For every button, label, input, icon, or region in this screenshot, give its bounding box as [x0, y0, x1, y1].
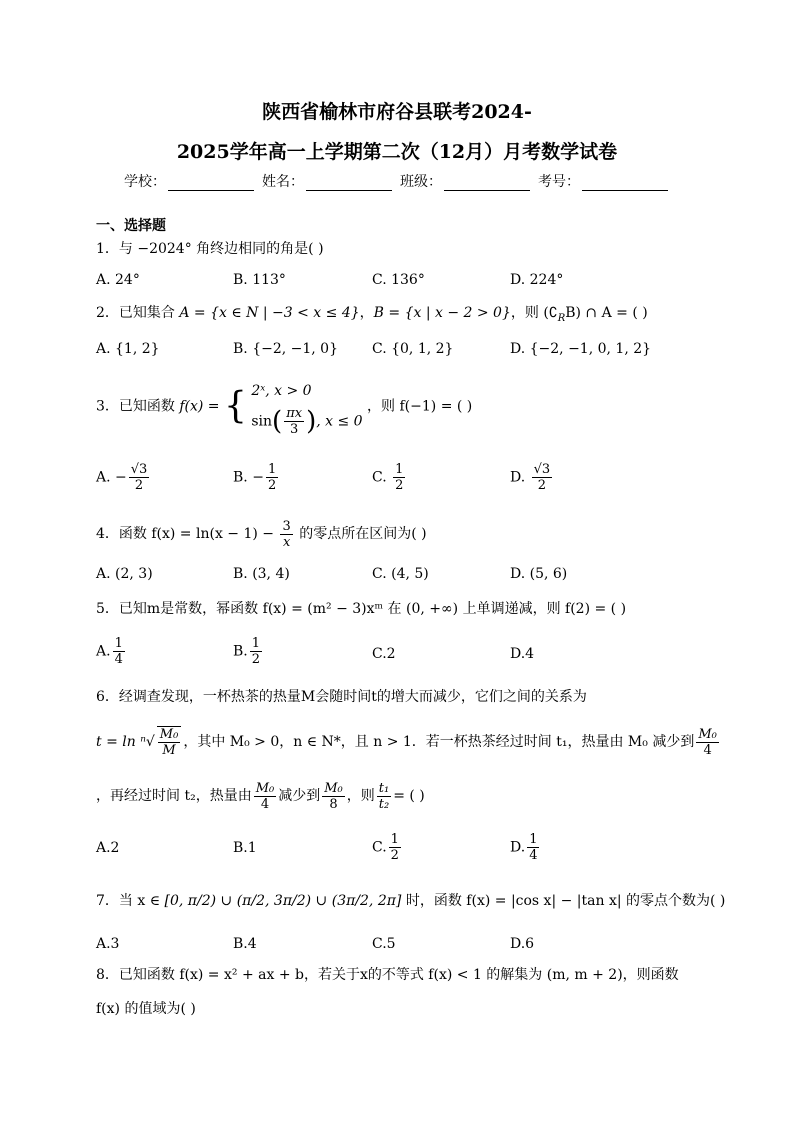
q3-a-label: A. [96, 469, 111, 486]
question-5-options [96, 636, 696, 678]
q2-text-c: ， [359, 305, 374, 321]
q7-option-d: D.6 [510, 936, 535, 952]
q6-line3-n3: t₁ [378, 780, 390, 796]
q4-frac-den: x [282, 534, 291, 550]
q2-text-f: B) ∩ A = ( ) [565, 305, 648, 321]
q6-option-b: B.1 [233, 840, 257, 856]
q3-option-a [96, 462, 151, 493]
number-blank [582, 174, 668, 191]
q1-option-a: A. 24° [96, 272, 140, 288]
q3-a-num: √3 [130, 462, 148, 477]
q6-line2-frac [696, 727, 719, 758]
q2-option-a: A. {1, 2} [96, 341, 160, 357]
q5-a-num: 1 [114, 636, 123, 651]
q6-option-a: A.2 [96, 840, 120, 856]
q5-a-label: A. [96, 643, 111, 660]
q6-formula-frac [157, 726, 182, 758]
q3-b-num: 1 [267, 462, 277, 477]
q6-line3-d3: t₂ [378, 796, 390, 812]
q4-frac [280, 519, 292, 550]
q7-interval: [0, π/2) ∪ (π/2, 3π/2) ∪ (3π/2, 2π] [164, 893, 402, 909]
q6-line2-fden: 4 [703, 742, 712, 758]
q2-option-b: B. {−2, −1, 0} [233, 341, 338, 357]
number-label: 考号： [538, 174, 580, 190]
q2-text-a: 2．已知集合 [96, 305, 180, 321]
number-field [538, 171, 668, 191]
question-4-stem [96, 518, 427, 550]
q3-b-den: 2 [267, 478, 277, 493]
q3-b-label: B. [233, 469, 248, 486]
question-7-options [96, 936, 696, 960]
q5-b-frac [250, 636, 262, 667]
question-2-options [96, 341, 696, 365]
q3-lparen: ( [272, 406, 283, 437]
question-6-options [96, 832, 696, 874]
q4-text-b: 的零点所在区间为( ) [294, 526, 427, 542]
question-8-stem: 8．已知函数 f(x) = x² + ax + b，若关于x的不等式 f(x) < 1 的解集为 (m, m + 2)，则函数 [96, 967, 679, 983]
q3-sin: sin [251, 413, 273, 430]
q6-d-den: 4 [529, 848, 538, 863]
q2-option-c: C. {0, 1, 2} [372, 341, 454, 357]
q3-option-d [510, 462, 554, 493]
q3-d-num: √3 [533, 462, 551, 477]
exam-title-line1: 陕西省榆林市府谷县联考2024- [262, 101, 532, 123]
question-3-options [96, 462, 696, 508]
q5-option-a [96, 636, 127, 667]
q5-b-den: 2 [251, 652, 261, 667]
q3-a-den: 2 [134, 478, 144, 493]
question-6-line3 [96, 776, 425, 816]
name-field [262, 171, 392, 191]
class-label: 班级： [400, 174, 442, 190]
q1-option-d: D. 224° [510, 272, 564, 288]
q4-option-c: C. (4, 5) [372, 566, 429, 582]
q6-c-frac [389, 832, 401, 863]
q7-option-a: A.3 [96, 936, 120, 952]
q3-option-c [372, 462, 407, 493]
q5-option-d: D.4 [510, 646, 535, 662]
q3-text-a: 3．已知函数 [96, 398, 180, 415]
q3-a-sign: − [115, 469, 127, 486]
question-1-options [96, 272, 696, 296]
q2-set-b: B = {x | x − 2 > 0} [373, 305, 511, 321]
name-blank [306, 174, 392, 191]
q2-text-e: ，则 (∁ [510, 305, 558, 321]
q3-b-sign: − [252, 469, 264, 486]
q3-d-label: D. [510, 469, 526, 486]
q6-line2-text: ，其中 M₀ > 0，n ∈ N*，且 n > 1．若一杯热茶经过时间 t₁，热量由 M₀ 减少到 [183, 734, 695, 750]
q6-line3-b: 减少到 [278, 788, 321, 804]
q3-c-label: C. [372, 469, 387, 486]
q3-piecewise [251, 376, 362, 437]
q6-line2-fnum: M₀ [698, 726, 717, 742]
q4-option-d: D. (5, 6) [510, 566, 568, 582]
q7-option-c: C.5 [372, 936, 396, 952]
q3-piece-1: 2ˣ, x > 0 [251, 383, 312, 399]
q6-line3-d: = ( ) [393, 788, 425, 804]
question-5-stem: 5．已知m是常数，幂函数 f(x) = (m² − 3)xᵐ 在 (0, +∞) 上单调递减，则 f(2) = ( ) [96, 601, 627, 617]
school-label: 学校： [124, 174, 166, 190]
q3-d-frac [532, 462, 553, 493]
q3-b-frac [266, 462, 278, 493]
q4-option-b: B. (3, 4) [233, 566, 290, 582]
q4-frac-num: 3 [282, 518, 291, 534]
q3-piece-den: 3 [290, 422, 299, 437]
question-8-stem-line2: f(x) 的值域为( ) [96, 1001, 196, 1017]
q6-c-num: 1 [390, 832, 399, 847]
q6-line3-d1: 4 [260, 796, 270, 812]
q6-c-den: 2 [390, 848, 399, 863]
q3-text-b: ，则 f(−1) = ( ) [367, 398, 473, 415]
q6-formula-den: M [162, 743, 176, 758]
q3-c-frac [393, 462, 405, 493]
q1-option-c: C. 136° [372, 272, 425, 288]
q6-line3-frac3 [377, 781, 391, 812]
school-field [124, 171, 254, 191]
q2-complement-sub: R [557, 312, 566, 324]
q5-a-den: 4 [114, 652, 123, 667]
question-4-options [96, 566, 696, 590]
q1-option-b: B. 113° [233, 272, 286, 288]
q7-text-a: 7．当 x ∈ [96, 893, 165, 909]
section-heading: 一、选择题 [96, 218, 166, 234]
q4-text-a: 4．函数 f(x) = ln(x − 1) − [96, 526, 279, 542]
q3-piece2-cond: , x ≤ 0 [316, 413, 363, 430]
question-3-stem [96, 376, 472, 437]
q6-line3-n2: M₀ [324, 780, 343, 796]
q6-line3-d2: 8 [329, 796, 338, 812]
exam-title-line2: 2025学年高一上学期第二次（12月）月考数学试卷 [176, 141, 618, 163]
q7-option-b: B.4 [233, 936, 257, 952]
question-7-stem [96, 890, 725, 912]
school-blank [168, 174, 254, 191]
q6-line3-a: ，再经过时间 t₂，热量由 [96, 788, 252, 804]
q2-option-d: D. {−2, −1, 0, 1, 2} [510, 341, 652, 357]
q3-fx: f(x) = [179, 398, 220, 415]
class-blank [444, 174, 530, 191]
name-label: 姓名： [262, 174, 304, 190]
question-1-stem: 1．与 −2024° 角终边相同的角是( ) [96, 241, 324, 257]
q6-option-c [372, 832, 403, 863]
q6-formula-a: t = ln ⁿ√ [96, 734, 155, 750]
q4-option-a: A. (2, 3) [96, 566, 153, 582]
q6-option-d [510, 832, 541, 863]
q6-d-num: 1 [529, 832, 538, 847]
question-6-stem: 6．经调查发现，一杯热茶的热量M会随时间t的增大而减少，它们之间的关系为 [96, 689, 587, 705]
question-2-stem [96, 302, 648, 330]
q5-option-b [233, 636, 264, 667]
q3-c-den: 2 [395, 478, 404, 493]
q7-text-c: 时，函数 f(x) = |cos x| − |tan x| 的零点个数为( ) [401, 893, 726, 909]
q3-a-frac [129, 462, 150, 493]
q5-b-label: B. [233, 643, 248, 660]
q6-c-label: C. [372, 839, 387, 856]
q6-formula-num: M₀ [159, 727, 179, 742]
q5-option-c: C.2 [372, 646, 396, 662]
student-info-row [124, 169, 676, 191]
q2-set-a: A = {x ∈ N | −3 < x ≤ 4} [179, 305, 360, 321]
q3-c-num: 1 [395, 462, 404, 477]
q3-d-den: 2 [537, 478, 547, 493]
q5-a-frac [113, 636, 125, 667]
q6-d-label: D. [510, 839, 526, 856]
q3-piece-frac [284, 406, 304, 437]
q3-option-b [233, 462, 280, 493]
question-6-line2 [96, 722, 721, 762]
class-field [400, 171, 530, 191]
q6-line3-n1: M₀ [255, 780, 275, 796]
q3-piece-2 [251, 406, 362, 437]
q6-line3-frac1 [254, 781, 277, 812]
q6-d-frac [527, 832, 539, 863]
q5-b-num: 1 [251, 636, 261, 651]
q3-piece-num: πx [286, 406, 303, 421]
q3-brace: { [224, 385, 247, 427]
q6-line3-frac2 [322, 781, 345, 812]
q3-rparen: ) [306, 406, 317, 437]
q6-line3-c: ，则 [346, 788, 375, 804]
